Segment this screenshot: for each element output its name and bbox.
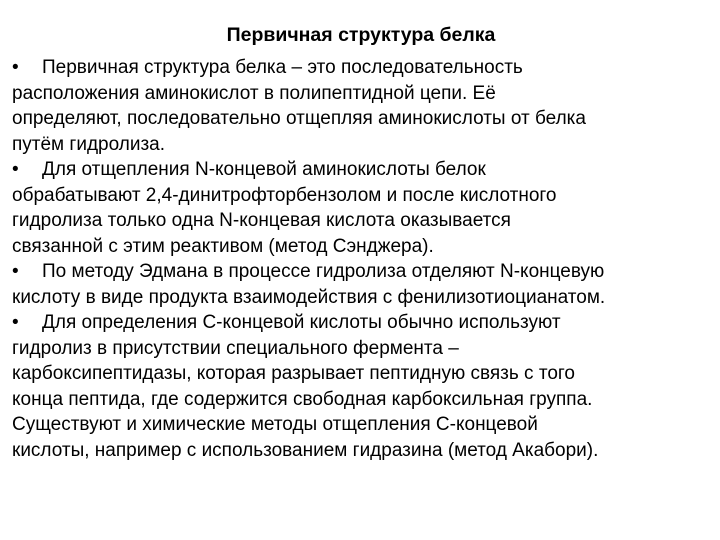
text-line <box>12 285 718 311</box>
line-text: кислоту в виде продукта взаимодействия с фенилизотиоцианатом. <box>12 286 606 308</box>
bullet-line <box>12 259 718 285</box>
line-text: По методу Эдмана в процессе гидролиза отделяют N-концевую <box>42 261 605 282</box>
text-line <box>12 234 718 260</box>
line-text: гидролиза только одна N-концевая кислота оказывается <box>12 210 511 231</box>
bullet-line <box>12 157 718 183</box>
slide-title-text: Первичная структура белка <box>226 24 496 46</box>
text-line <box>12 412 718 438</box>
line-text: связанной с этим реактивом (метод Сэнджера). <box>12 235 434 257</box>
bullet-line <box>12 55 718 81</box>
text-line <box>12 132 718 158</box>
slide-title <box>0 22 720 48</box>
text-line <box>12 183 718 209</box>
bullet-marker: • <box>12 57 19 78</box>
bullet-marker: • <box>12 261 19 282</box>
line-text: гидролиз в присутствии специального фермента – <box>12 337 459 359</box>
line-text: Для отщепления N-концевой аминокислоты белок <box>42 159 486 180</box>
line-text: определяют, последовательно отщепляя аминокислоты от белка <box>12 108 586 129</box>
text-line <box>12 438 718 464</box>
text-line <box>12 106 718 132</box>
line-text: путём гидролиза. <box>12 133 166 155</box>
line-text: карбоксипептидазы, которая разрывает пептидную связь с того <box>12 363 575 384</box>
text-line <box>12 81 718 107</box>
line-text: Существуют и химические методы отщепления С-концевой <box>12 414 538 435</box>
bullet-line <box>12 310 718 336</box>
text-line <box>12 387 718 413</box>
text-line <box>12 336 718 362</box>
line-text: Для определения С-концевой кислоты обычно используют <box>42 312 561 333</box>
line-text: конца пептида, где содержится свободная карбоксильная группа. <box>12 388 593 410</box>
line-text: Первичная структура белка – это последовательность <box>42 57 523 78</box>
text-line <box>12 208 718 234</box>
slide-body <box>12 55 718 463</box>
bullet-marker: • <box>12 159 19 180</box>
bullet-marker: • <box>12 312 19 333</box>
text-line <box>12 361 718 387</box>
line-text: обрабатывают 2,4-динитрофторбензолом и после кислотного <box>12 184 557 206</box>
line-text: кислоты, например с использованием гидразина (метод Акабори). <box>12 439 599 461</box>
line-text: расположения аминокислот в полипептидной цепи. Её <box>12 82 496 104</box>
